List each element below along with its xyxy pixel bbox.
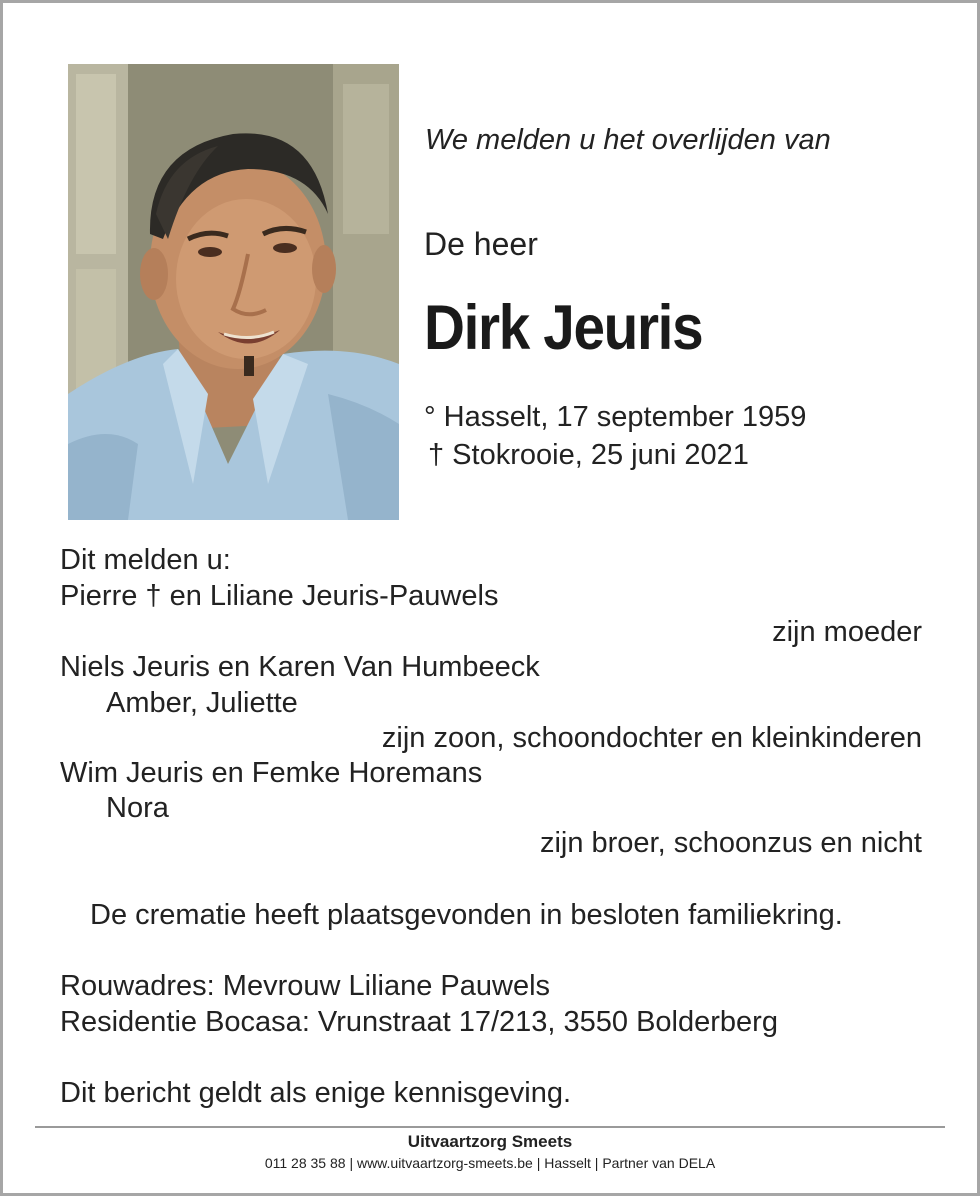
funeral-company-info: 011 28 35 88 | www.uitvaartzorg-smeets.be | Hasselt | Partner van DELA (264, 1155, 716, 1171)
son-relation: zijn zoon, schoondochter en kleinkinderen (381, 722, 922, 754)
honorific: De heer (424, 226, 538, 262)
son-line: Niels Jeuris en Karen Van Humbeeck (60, 651, 540, 683)
address-line-2: Residentie Bocasa: Vrunstraat 17/213, 3550 Bolderberg (60, 1006, 778, 1038)
notice-text: Dit bericht geldt als enige kennisgeving. (60, 1077, 572, 1109)
family-heading: Dit melden u: (60, 544, 231, 576)
son-children: Amber, Juliette (106, 687, 298, 719)
portrait-illustration (68, 64, 399, 520)
death-info: † Stokrooie, 25 juni 2021 (428, 439, 749, 471)
intro-text: We melden u het overlijden van (425, 124, 831, 156)
address-line-1: Rouwadres: Mevrouw Liliane Pauwels (60, 970, 551, 1002)
birth-info: ° Hasselt, 17 september 1959 (424, 401, 807, 433)
funeral-company-name: Uitvaartzorg Smeets (407, 1132, 573, 1151)
deceased-name: Dirk Jeuris (424, 293, 703, 363)
brother-relation: zijn broer, schoonzus en nicht (539, 827, 922, 859)
cremation-note: De crematie heeft plaatsgevonden in besloten familiekring. (90, 899, 843, 931)
brother-line: Wim Jeuris en Femke Horemans (60, 757, 483, 789)
parents-line: Pierre † en Liliane Jeuris-Pauwels (60, 580, 499, 612)
portrait-photo (68, 64, 399, 520)
footer-divider (35, 1126, 945, 1128)
parents-relation: zijn moeder (772, 616, 922, 648)
brother-children: Nora (106, 792, 169, 824)
